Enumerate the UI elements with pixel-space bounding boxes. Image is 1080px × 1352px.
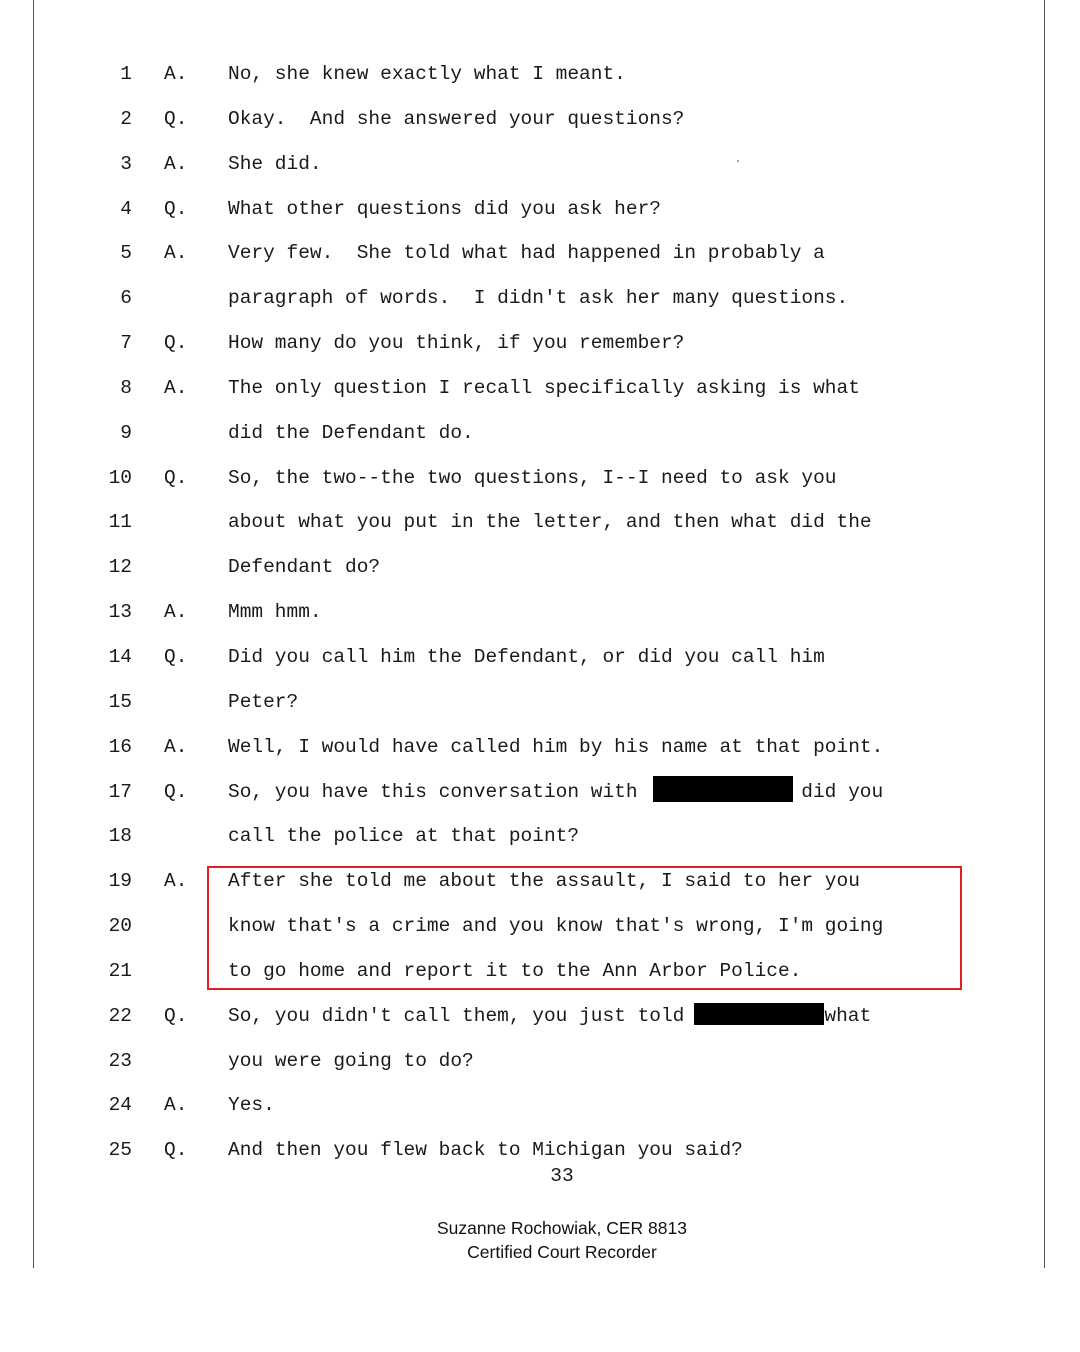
line-number: 13: [108, 601, 132, 624]
line-number: 9: [120, 421, 132, 444]
transcript-line: [0, 52, 1080, 97]
line-text: The only question I recall specifically asking is what: [228, 376, 860, 399]
line-number: 12: [108, 556, 132, 579]
speaker-label: A.: [164, 601, 188, 624]
highlight-annotation-box: [207, 866, 962, 990]
speaker-label: Q.: [164, 1004, 188, 1027]
transcript-line: [0, 187, 1080, 232]
line-text: And then you flew back to Michigan you said?: [228, 1139, 743, 1162]
transcript-body: [0, 52, 1080, 1173]
speaker-label: Q.: [164, 466, 188, 489]
speaker-label: A.: [164, 735, 188, 758]
line-number: 10: [108, 466, 132, 489]
line-text: She did.: [228, 152, 322, 175]
line-text: Mmm hmm.: [228, 601, 322, 624]
line-number: 22: [108, 1004, 132, 1027]
speaker-label: A.: [164, 63, 188, 85]
transcript-line: [0, 411, 1080, 456]
footer-recorder-name: Suzanne Rochowiak, CER 8813: [436, 1218, 687, 1238]
speaker-label: A.: [164, 152, 188, 175]
speaker-label: Q.: [164, 332, 188, 355]
line-number: 7: [120, 332, 132, 355]
transcript-line: [0, 770, 1080, 815]
line-number: 5: [120, 242, 132, 265]
line-text: know that's a crime and you know that's wrong, I'm going: [228, 915, 884, 938]
transcript-line: [0, 276, 1080, 321]
line-text: to go home and report it to the Ann Arbor Police.: [228, 959, 802, 982]
transcript-line: [0, 321, 1080, 366]
line-number: 8: [120, 376, 132, 399]
transcript-line: [0, 366, 1080, 411]
line-number: 24: [108, 1094, 132, 1117]
line-number: 11: [108, 511, 132, 534]
line-text: call the police at that point?: [228, 825, 580, 848]
transcript-line: [0, 456, 1080, 501]
transcript-line: [0, 635, 1080, 680]
footer: [0, 1216, 1080, 1264]
line-number: 14: [108, 645, 132, 668]
line-text-before-redaction: So, you have this conversation with: [228, 780, 638, 803]
line-text: What other questions did you ask her?: [228, 197, 661, 220]
speaker-label: Q.: [164, 107, 188, 130]
line-number: 6: [120, 287, 132, 310]
speaker-label: A.: [164, 1094, 188, 1117]
speaker-label: Q.: [164, 645, 188, 668]
line-text: paragraph of words. I didn't ask her many questions.: [228, 287, 849, 310]
line-text: No, she knew exactly what I meant.: [228, 63, 626, 85]
line-text: Defendant do?: [228, 556, 381, 579]
transcript-line: [0, 994, 1080, 1039]
line-number: 20: [108, 915, 132, 938]
line-number: 23: [108, 1049, 132, 1072]
transcript-line: [0, 97, 1080, 142]
line-number: 18: [108, 825, 132, 848]
transcript-line: [0, 814, 1080, 859]
speaker-label: Q.: [164, 197, 188, 220]
transcript-line: [0, 142, 1080, 187]
line-text: Well, I would have called him by his name at that point.: [228, 735, 884, 758]
redaction-bar: [653, 776, 793, 802]
line-text: [228, 770, 883, 815]
page-number: 33: [550, 1165, 574, 1187]
line-text: Okay. And she answered your questions?: [228, 107, 685, 130]
line-number: 2: [120, 107, 132, 130]
line-text: After she told me about the assault, I said to her you: [228, 870, 860, 893]
line-text-after-redaction: what: [824, 1004, 872, 1027]
line-number: 15: [108, 690, 132, 713]
transcript-line: [0, 545, 1080, 590]
line-text-after-redaction: did you: [801, 780, 884, 803]
line-text: Peter?: [228, 690, 299, 713]
transcript-line: [0, 590, 1080, 635]
transcript-line: [0, 1039, 1080, 1084]
footer-recorder-title: Certified Court Recorder: [467, 1242, 657, 1262]
line-number: 17: [108, 780, 132, 803]
transcript-line: [0, 231, 1080, 276]
line-number: 21: [108, 959, 132, 982]
speaker-label: Q.: [164, 1139, 188, 1162]
transcript-line: [0, 725, 1080, 770]
line-text: [228, 994, 871, 1039]
speaker-label: A.: [164, 870, 188, 893]
transcript-line: [0, 500, 1080, 545]
line-number: 3: [120, 152, 132, 175]
line-text: Yes.: [228, 1094, 275, 1117]
line-number: 25: [108, 1139, 132, 1162]
line-number: 16: [108, 735, 132, 758]
line-number: 1: [120, 63, 132, 85]
line-text: Did you call him the Defendant, or did you call him: [228, 645, 825, 668]
line-number: 19: [108, 870, 132, 893]
line-text: you were going to do?: [228, 1049, 474, 1072]
line-text-before-redaction: So, you didn't call them, you just told: [228, 1004, 685, 1027]
speaker-label: Q.: [164, 780, 188, 803]
transcript-line: [0, 1083, 1080, 1128]
transcript-line: [0, 680, 1080, 725]
line-text: did the Defendant do.: [228, 421, 474, 444]
line-text: about what you put in the letter, and then what did the: [228, 511, 872, 534]
speaker-label: A.: [164, 242, 188, 265]
line-text: How many do you think, if you remember?: [228, 332, 685, 355]
line-number: 4: [120, 197, 132, 220]
line-text: So, the two--the two questions, I--I need to ask you: [228, 466, 837, 489]
speaker-label: A.: [164, 376, 188, 399]
line-text: Very few. She told what had happened in probably a: [228, 242, 825, 265]
redaction-bar: [694, 1003, 824, 1025]
